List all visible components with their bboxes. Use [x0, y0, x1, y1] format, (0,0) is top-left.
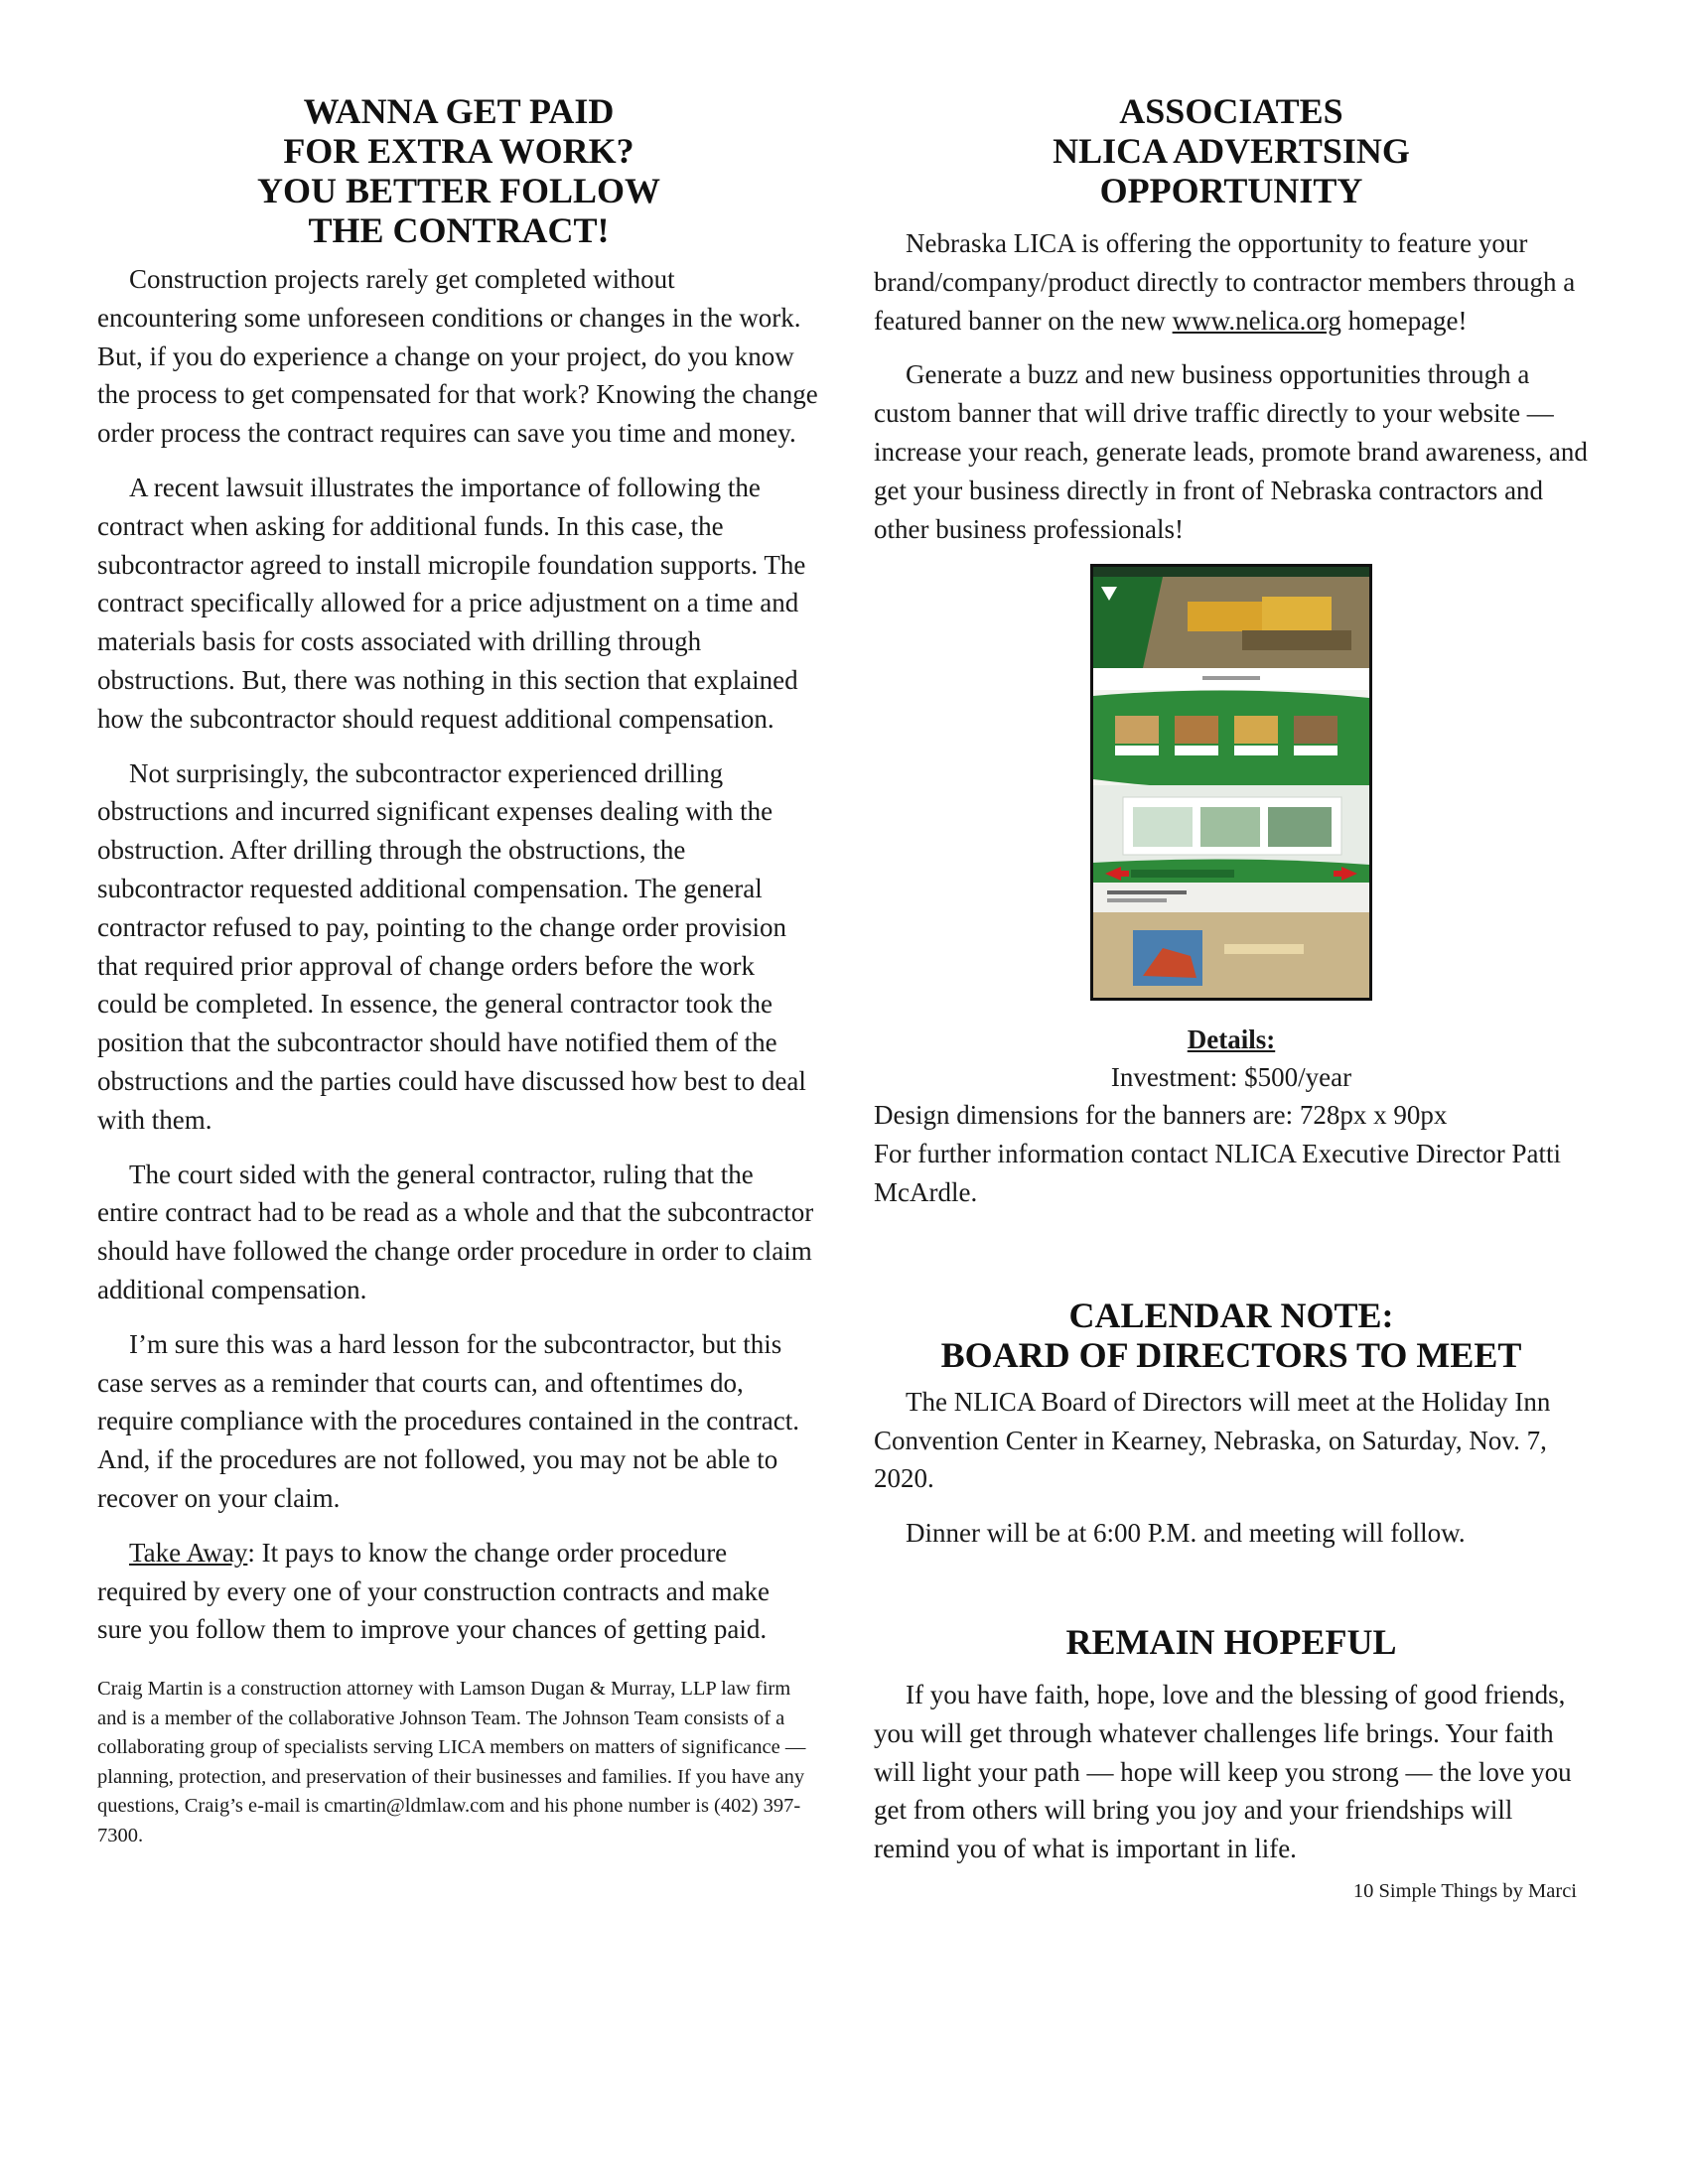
- nelica-link[interactable]: www.nelica.org: [1172, 305, 1341, 336]
- article-paragraph: The court sided with the general contractor, ruling that the entire contract had to be read as a whole and that the subcontractor should have followed the change order procedure in order to claim additional compensation.: [97, 1159, 814, 1304]
- title-line: CALENDAR NOTE:: [1068, 1295, 1394, 1335]
- ad-paragraph: [874, 224, 1589, 340]
- website-preview-image: [1093, 567, 1369, 998]
- title-line: WANNA GET PAID: [303, 91, 615, 131]
- ad-text: homepage!: [1340, 305, 1468, 336]
- right-column: [874, 91, 1589, 1903]
- dimensions-line: Design dimensions for the banners are: 728px x 90px: [874, 1100, 1448, 1131]
- title-line: NLICA ADVERTSING: [1053, 131, 1410, 171]
- ad-title: [874, 91, 1589, 210]
- investment-line: Investment: $500/year: [1110, 1062, 1352, 1093]
- article-title: [97, 91, 820, 250]
- calendar-paragraph: Dinner will be at 6:00 P.M. and meeting will follow.: [906, 1518, 1466, 1549]
- hopeful-paragraph: If you have faith, hope, love and the blessing of good friends, you will get through whatever challenges life brings. Your faith will light your path — hope will keep you strong — the love you get from others will bring you joy and your friendships will remind you of what is important in life.: [874, 1679, 1572, 1864]
- ad-text: Nebraska LICA is offering the opportunity to feature your brand/company/product directly to contractor members through a featured banner on the new: [874, 228, 1576, 336]
- title-line: BOARD OF DIRECTORS TO MEET: [940, 1334, 1522, 1375]
- article-paragraph: A recent lawsuit illustrates the importance of following the contract when asking for additional funds. In this case, the subcontractor agreed to install micropile foundation supports. The contract specifically allowed for a price adjustment on a time and materials basis for costs associated with drilling through obstructions. But, there was nothing in this section that explained how the subcontractor should request additional compensation.: [97, 472, 806, 734]
- title-line: FOR EXTRA WORK?: [283, 131, 634, 171]
- title-line: THE CONTRACT!: [308, 210, 610, 250]
- quote-credit: 10 Simple Things by Marci: [1352, 1879, 1577, 1902]
- hopeful-title: REMAIN HOPEFUL: [1065, 1621, 1397, 1662]
- article-paragraph: I’m sure this was a hard lesson for the subcontractor, but this case serves as a reminder that courts can, and oftentimes do, require compliance with the procedures contained in the contract. And, if the procedures are not followed, you may not be able to recover on your claim.: [97, 1328, 799, 1513]
- title-line: OPPORTUNITY: [1099, 171, 1363, 210]
- website-screenshot: [1090, 564, 1372, 1001]
- calendar-title: [874, 1296, 1589, 1375]
- takeaway-text: : It pays to know the change order procedure required by every one of your construction contracts and make sure you follow them to improve your chances of getting paid.: [97, 1537, 771, 1645]
- contact-line: For further information contact NLICA Executive Director Patti McArdle.: [874, 1139, 1562, 1207]
- details-heading: Details:: [1187, 1024, 1276, 1055]
- author-bio: Craig Martin is a construction attorney with Lamson Dugan & Murray, LLP law firm and is a member of the collaborative Johnson Team. The Johnson Team consists of a collaborating group of specialists serving LICA members on matters of significance — planning, protection, and preservation of their businesses and families. If you have any questions, Craig’s e-mail is cmartin@ldmlaw.com and his phone number is (402) 397-7300.: [97, 1678, 806, 1847]
- left-column: [97, 91, 820, 1867]
- takeaway-label: Take Away: [129, 1537, 248, 1568]
- takeaway-paragraph: [97, 1534, 820, 1649]
- ad-paragraph: Generate a buzz and new business opportunities through a custom banner that will drive traffic directly to your website — increase your reach, generate leads, promote brand awareness, and get your business directly in front of Nebraska contractors and other business professionals!: [874, 359, 1588, 544]
- title-line: YOU BETTER FOLLOW: [256, 171, 661, 210]
- calendar-paragraph: The NLICA Board of Directors will meet at the Holiday Inn Convention Center in Kearney, Nebraska, on Saturday, Nov. 7, 2020.: [874, 1386, 1551, 1494]
- article-paragraph: Construction projects rarely get completed without encountering some unforeseen conditions or changes in the work. But, if you do experience a change on your project, do you know the process to get compensated for that work? Knowing the change order process the contract requires can save you time and money.: [97, 264, 818, 449]
- title-line: ASSOCIATES: [1119, 91, 1343, 131]
- article-paragraph: Not surprisingly, the subcontractor experienced drilling obstructions and incurred significant expenses dealing with the obstruction. After drilling through the obstructions, the subcontractor requested additional compensation. The general contractor refused to pay, pointing to the change order provision that required prior approval of change orders before the work could be completed. In essence, the general contractor took the position that the subcontractor should have notified them of the obstructions and the parties could have discussed how best to deal with them.: [97, 757, 806, 1135]
